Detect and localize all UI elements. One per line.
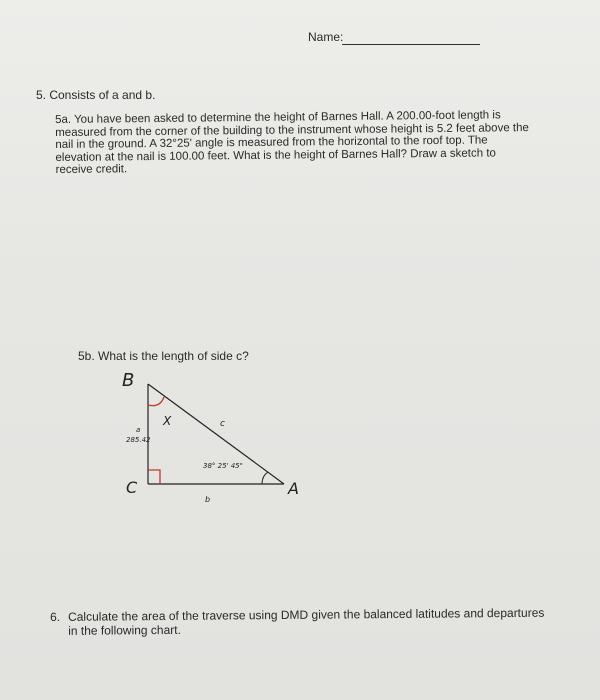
side-c-label: c xyxy=(220,419,225,429)
question-5a-text: 5a. You have been asked to determine the height of Barnes Hall. A 200.00-foot length is measured from the corner of the building to the instrument whose height is 5.2 feet above the nail in the ground. A 32°25' angle is measured from the horizontal to the roof top. The elevation at the nail is 100.00 feet. What is the height of Barnes Hall? Draw a sketch to receive credit. xyxy=(55,109,529,176)
angle-b-arc xyxy=(148,397,164,406)
angle-a-arc xyxy=(262,472,268,484)
side-b-label: b xyxy=(205,495,211,504)
question-5-title: 5. Consists of a and b. xyxy=(36,88,156,102)
vertex-a-label: A xyxy=(288,479,299,498)
vertex-b-label: B xyxy=(122,370,135,391)
question-6-number: 6. xyxy=(50,609,61,624)
question-6 xyxy=(50,606,550,638)
angle-x-label: X xyxy=(163,414,172,428)
right-angle-marker xyxy=(148,470,160,484)
side-a-letter: a xyxy=(136,426,141,434)
name-label: Name: xyxy=(308,30,344,44)
side-a-value: 285.42 xyxy=(126,436,151,444)
question-5b-text: 5b. What is the length of side c? xyxy=(78,349,249,363)
angle-a-value: 38° 25' 45" xyxy=(203,462,243,470)
vertex-c-label: C xyxy=(126,478,138,497)
question-6-text: Calculate the area of the traverse using DMD given the balanced latitudes and departures in the following chart. xyxy=(67,605,545,638)
